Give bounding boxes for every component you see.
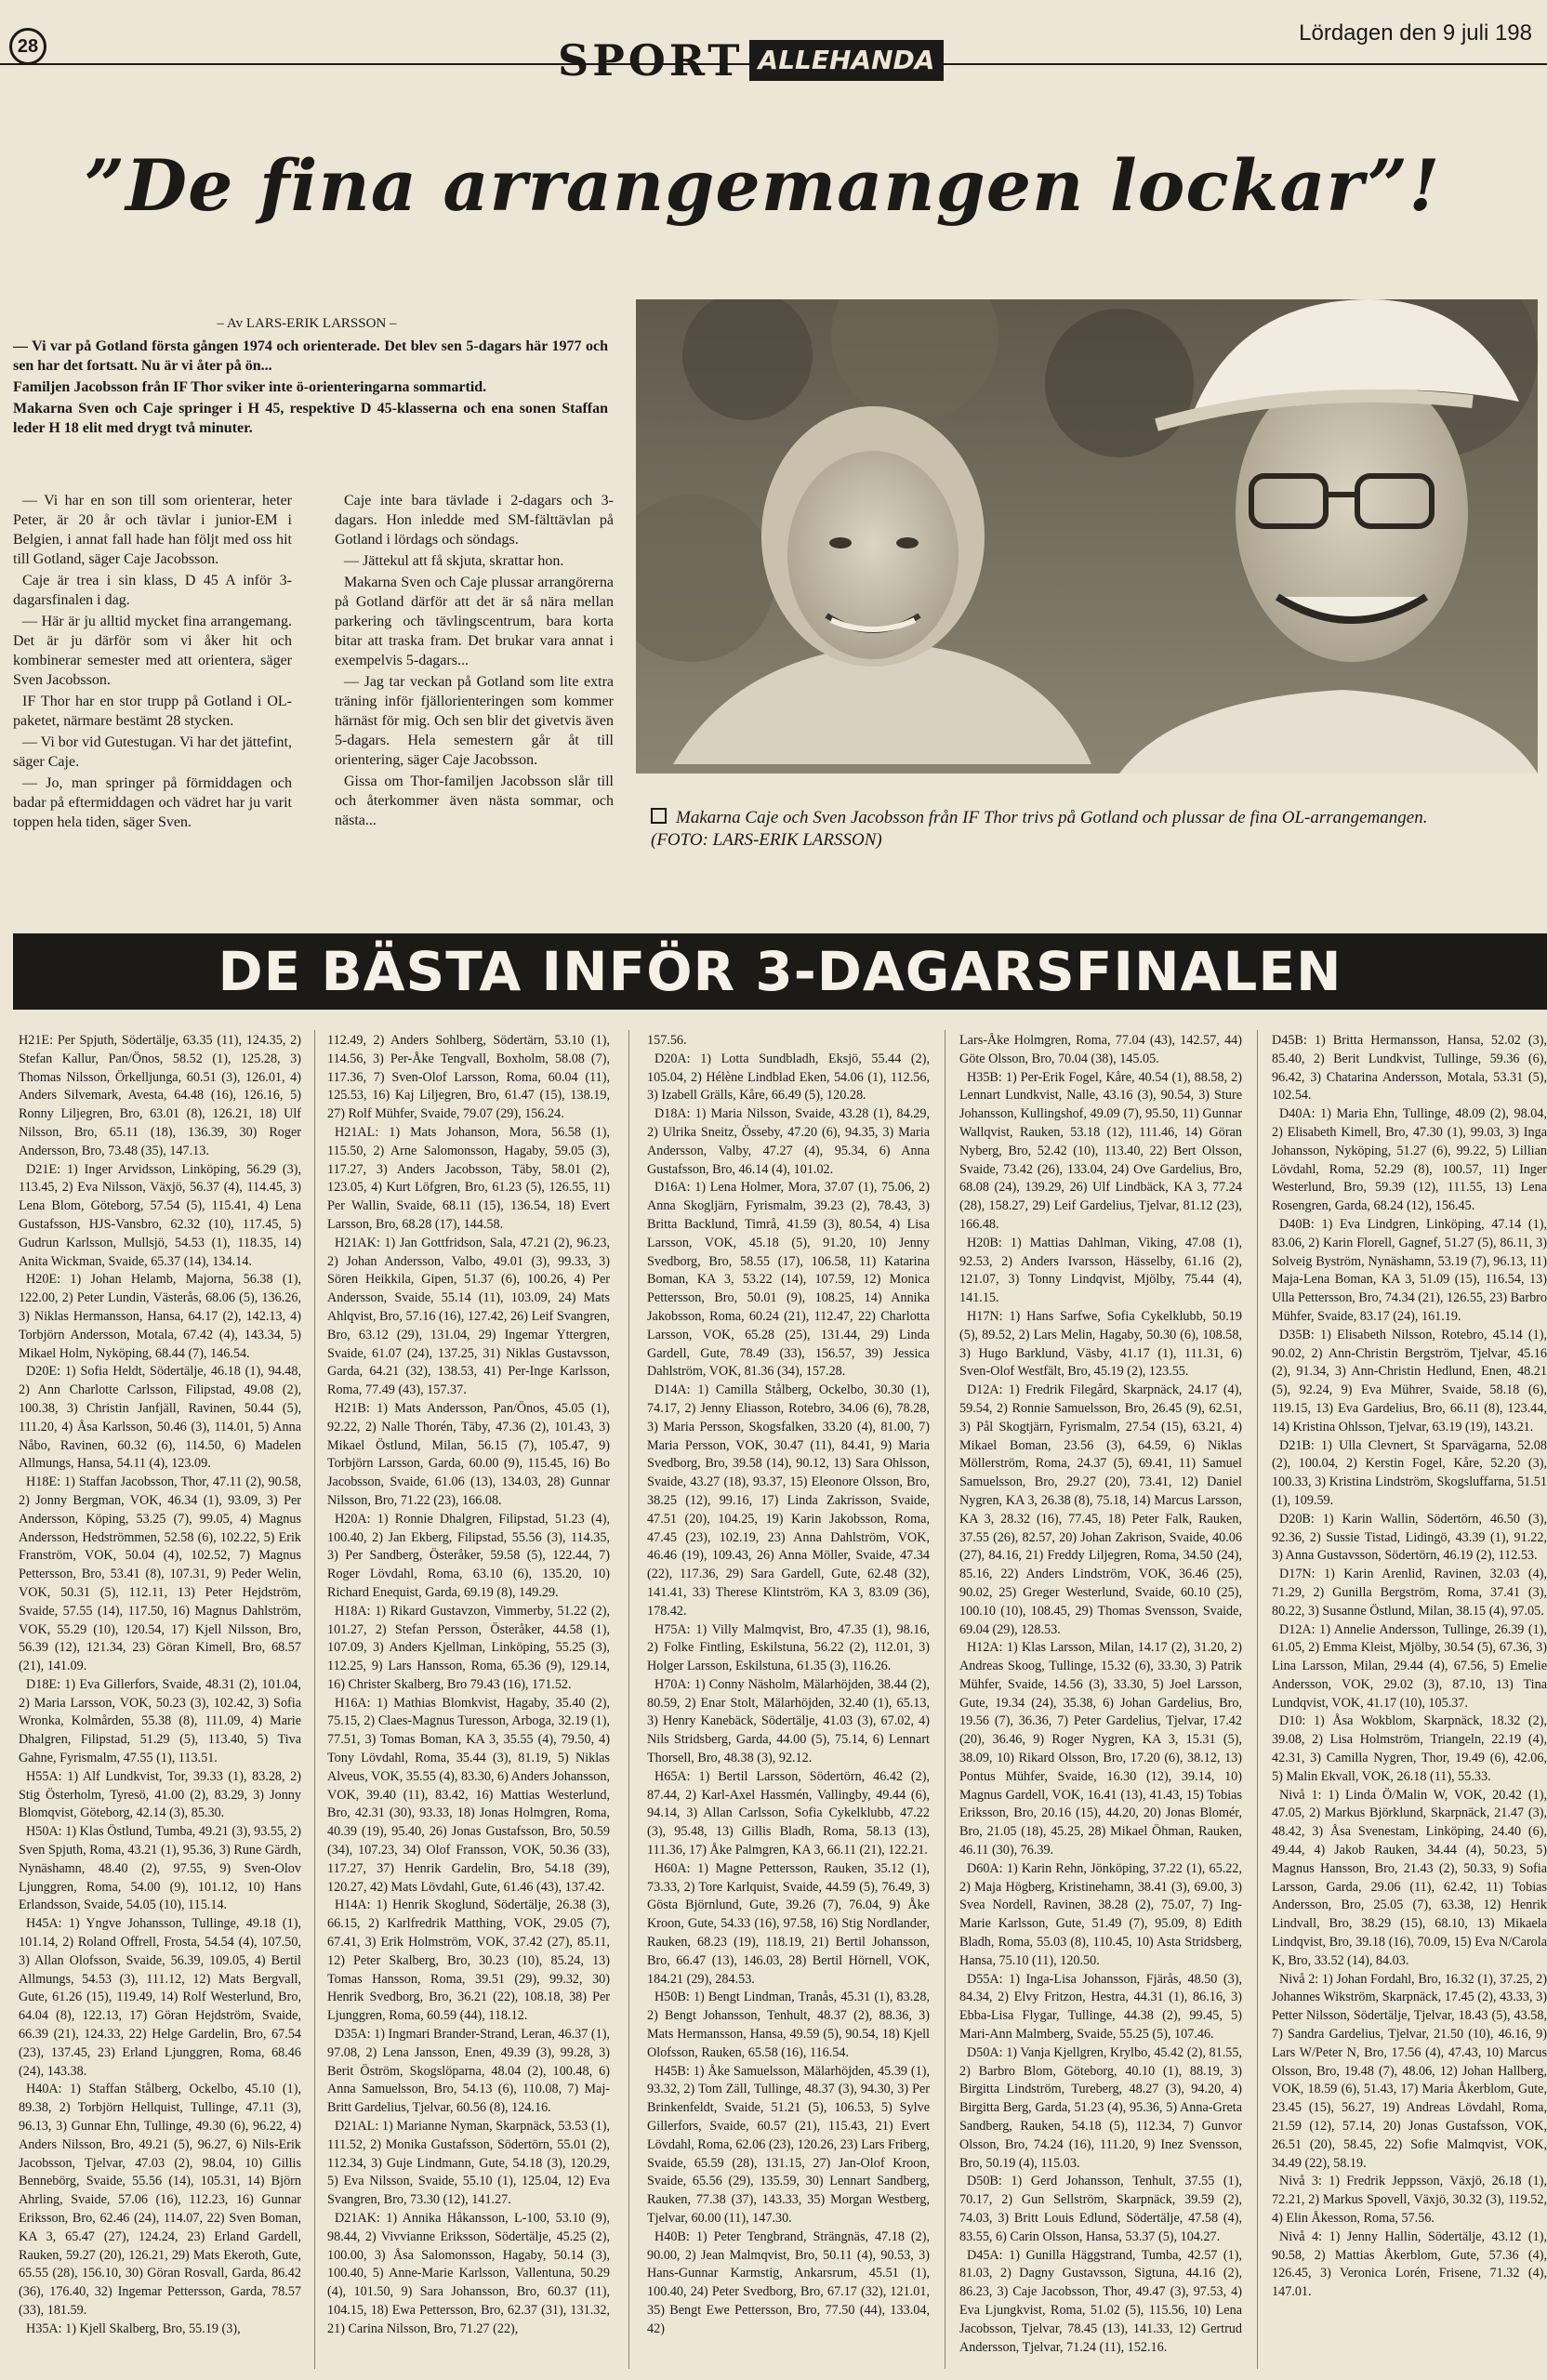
results-column-3 — [647, 1032, 930, 2371]
result-entry: D21AL: 1) Marianne Nyman, Skarpnäck, 53.53 (1), 111.52, 2) Monika Gustafsson, Södertörn, 55.01 (2), 112.34, 3) Guje Lindmann, Gute, 54.18 (3), 120.29, 5) Eva Nilsson, Svaide, 55.10 (1), 125.04, 12) Eva Svangren, Bro, 73.30 (12), 141.27. — [327, 2119, 610, 2208]
column-divider — [314, 1030, 315, 2369]
result-entry: D21B: 1) Ulla Clevnert, St Sparvägarna, 52.08 (2), 100.04, 2) Kerstin Fogel, Kåre, 52.20 (3), 100.33, 3) Kristina Lindström, Skogsluffarna, 51.51 (1), 109.59. — [1272, 1437, 1547, 1508]
article-paragraph: Caje inte bara tävlade i 2-dagars och 3-dagars. Hon inledde med SM-fälttävlan på Gotland i lördags och söndags. — [335, 493, 614, 548]
article-paragraph: Caje är trea i sin klass, D 45 A inför 3-dagarsfinalen i dag. — [13, 573, 292, 608]
result-entry: D12A: 1) Annelie Andersson, Tullinge, 26.39 (1), 61.05, 2) Emma Kleist, Mjölby, 30.54 (5), 67.36, 3) Lina Larsson, Milan, 29.44 (4), 67.56, 5) Emelie Andersson, VOK, 29.02 (3), 87.10, 13) Tina Lundqvist, VOK, 41.17 (10), 105.37. — [1272, 1621, 1547, 1711]
article-paragraph: — Här är ju alltid mycket fina arrangemang. Det är ju därför som vi åker hit och kombinerar semester med att orientera, säger Sven Jacobsson. — [13, 614, 292, 688]
result-entry: H35B: 1) Per-Erik Fogel, Kåre, 40.54 (1), 88.58, 2) Lennart Lundkvist, Nalle, 43.16 (3), 90.54, 3) Sture Johansson, Kullingshof, 49.09 (7), 95.50, 11) Gunnar Wallqvist, Rauken, 53.18 (12), 111.46, 14) Göran Nyberg, Bro, 52.42 (10), 113.40, 22) Bert Olsson, Svaide, 73.42 (26), 133.04, 24) Ove Gardelius, Bro, 68.08 (24), 139.29, 26) Ulf Lindbäck, KA 3, 77.24 (28), 158.27, 29) Leif Gardelius, Tjelvar, 81.12 (23), 166.48. — [959, 1069, 1242, 1232]
result-entry: D10: 1) Åsa Wokblom, Skarpnäck, 18.32 (2), 39.08, 2) Lisa Holmström, Triangeln, 22.19 (4), 42.31, 3) Camilla Nygren, Thor, 19.49 (6), 42.06, 5) Malin Ekvall, VOK, 26.18 (11), 55.33. — [1272, 1713, 1547, 1784]
article-photo — [636, 299, 1538, 774]
article-paragraph: — Jag tar veckan på Gotland som lite extra träning inför fjällorienteringen som kommer härnäst för mig. Och sen blir det givetvis även 5-dagars. Hela semestern går åt till orientering, säger Caje Jacobsson. — [335, 674, 614, 768]
photo-caption — [651, 807, 1525, 852]
result-entry: H20B: 1) Mattias Dahlman, Viking, 47.08 (1), 92.53, 2) Anders Ivarsson, Hässelby, 61.16 (2), 121.07, 3) Tonny Lindqvist, Mjölby, 75.44 (4), 141.15. — [959, 1235, 1242, 1306]
result-entry: D55A: 1) Inga-Lisa Johansson, Fjärås, 48.50 (3), 84.34, 2) Elvy Fritzon, Hestra, 44.31 (1), 86.16, 3) Ebba-Lisa Flygar, Tullinge, 44.38 (2), 99.45, 5) Mari-Ann Malmberg, Svaide, 55.25 (5), 107.46. — [959, 1971, 1242, 2043]
result-entry: H14A: 1) Henrik Skoglund, Södertälje, 26.38 (3), 66.15, 2) Karlfredrik Matthing, VOK, 29.05 (7), 67.41, 3) Erik Holmström, VOK, 37.42 (27), 85.11, 12) Peter Skalberg, Bro, 30.23 (10), 85.24, 13) Tomas Hansson, Roma, 39.51 (29), 99.32, 30) Henrik Svedborg, Bro, 36.21 (22), 108.18, 38) Per Ljunggren, Roma, 60.59 (44), 118.12. — [327, 1897, 610, 2024]
result-entry: H21AL: 1) Mats Johanson, Mora, 56.58 (1), 115.50, 2) Arne Salomonsson, Hagaby, 59.05 (3), 117.27, 3) Anders Jacobsson, Täby, 58.01 (2), 123.05, 4) Kurt Löfgren, Bro, 61.23 (5), 126.55, 11) Per Wallin, Svaide, 68.11 (15), 136.54, 18) Evert Larsson, Bro, 68.28 (17), 144.58. — [327, 1124, 610, 1232]
article-paragraph: Makarna Sven och Caje plussar arrangörerna på Gotland därför att det är så nära mellan parkering och tävlingscentrum, bara korta bitar att traska fram. Det brukar vara annat i exempelvis 5-dagars... — [335, 575, 614, 668]
result-entry: H12A: 1) Klas Larsson, Milan, 14.17 (2), 31.20, 2) Andreas Skoog, Tullinge, 15.32 (6), 33.30, 3) Patrik Mühfer, Svaide, 14.56 (3), 33.30, 5) Joel Larsson, Gute, 19.34 (24), 35.38, 6) Johan Gardelius, Bro, 19.56 (7), 36.36, 7) Peter Gardelius, Tjelvar, 17.42 (20), 36.46, 9) Roger Nygren, KA 3, 15.31 (5), 38.09, 10) Rikard Olsson, Bro, 17.20 (6), 38.12, 13) Pontus Mühfer, Svaide, 16.30 (12), 39.14, 10) Magnus Gardell, VOK, 16.41 (13), 41.43, 15) Tobias Eriksson, Bro, 20.16 (15), 44.20, 20) Jonas Blomér, Bro, 21.05 (18), 45.25, 28) Mikael Öhman, Rauken, 46.11 (30), 76.39. — [959, 1640, 1242, 1858]
result-entry: H50B: 1) Bengt Lindman, Tranås, 45.31 (1), 83.28, 2) Bengt Johansson, Tenhult, 48.37 (2), 88.36, 3) Mats Hermansson, Hansa, 49.59 (5), 90.54, 18) Kjell Olofsson, Rauken, 65.58 (16), 116.54. — [647, 1990, 930, 2060]
masthead — [558, 37, 944, 84]
intro-paragraph: Makarna Sven och Caje springer i H 45, respektive D 45-klasserna och ena sonen Staffan leder H 18 elit med drygt två minuter. — [13, 401, 608, 436]
results-heading: DE BÄSTA INFÖR 3-DAGARSFINALEN — [13, 933, 1547, 1010]
caption-box-icon — [651, 808, 667, 824]
result-entry: Nivå 1: 1) Linda Ö/Malin W, VOK, 20.42 (1), 47.05, 2) Markus Björklund, Skarpnäck, 21.47 (3), 48.42, 3) Åsa Svenestam, Linköping, 24.40 (6), 49.44, 4) Jakob Rauken, 34.44 (4), 50.23, 5) Magnus Hansson, Bro, 21.43 (2), 50.33, 9) Sofia Larsson, Garda, 29.06 (11), 62.42, 11) Tobias Andersson, Bro, 25.05 (7), 63.38, 12) Henrik Lindvall, Bro, 38.29 (15), 68.10, 13) Mikaela Lindqvist, Bro, 39.18 (16), 70.09, 15) Eva N/Carola K, Bro, 33.52 (14), 84.03. — [1272, 1787, 1547, 1968]
result-entry: H18E: 1) Staffan Jacobsson, Thor, 47.11 (2), 90.58, 2) Jonny Bergman, VOK, 46.34 (1), 93.09, 3) Per Andersson, Köping, 53.25 (7), 99.05, 4) Magnus Andersson, Hedströmmen, 52.58 (6), 102.22, 5) Erik Franström, VOK, 50.04 (4), 102.52, 7) Magnus Pettersson, Bro, 53.41 (8), 107.31, 9) Peder Welin, VOK, 50.31 (5), 112.11, 13) Peter Hejdström, Svaide, 57.55 (14), 117.50, 16) Magnus Dahlström, VOK, 55.29 (10), 120.54, 17) Kjell Nilsson, Bro, 56.39 (12), 121.34, 23) Göran Kimell, Bro, 68.57 (21), 141.09. — [19, 1474, 301, 1674]
result-entry: H17N: 1) Hans Sarfwe, Sofia Cykelklubb, 50.19 (5), 89.52, 2) Lars Melin, Hagaby, 50.30 (6), 108.58, 3) Hugo Barklund, Väsby, 41.17 (1), 111.31, 6) Sven-Olof Westfält, Bro, 45.19 (2), 123.55. — [959, 1308, 1242, 1380]
result-entry: Nivå 4: 1) Jenny Hallin, Södertälje, 43.12 (1), 90.58, 2) Mattias Åkerblom, Gute, 57.36 (4), 126.45, 3) Veronica Lorén, Frisene, 71.32 (4), 147.01. — [1272, 2228, 1547, 2300]
result-entry: H35A: 1) Kjell Skalberg, Bro, 55.19 (3), — [26, 2320, 241, 2336]
result-entry: D40B: 1) Eva Lindgren, Linköping, 47.14 (1), 83.06, 2) Karin Florell, Gagnef, 51.27 (5), 86.11, 3) Solveig Byström, Nynäshamn, 53.19 (7), 96.13, 11) Maja-Lena Boman, KA 3, 51.09 (15), 116.54, 13) Ulla Pettersson, Bro, 74.34 (21), 126.55, 23) Barbro Mühfer, Svaide, 83.17 (24), 161.19. — [1272, 1216, 1547, 1324]
result-entry: D50B: 1) Gerd Johansson, Tenhult, 37.55 (1), 70.17, 2) Gun Sellström, Skarpnäck, 39.59 (2), 74.03, 3) Britt Louis Edlund, Södertälje, 47.58 (4), 83.55, 6) Carin Olsson, Hansa, 53.37 (5), 104.27. — [959, 2174, 1242, 2244]
article-byline: – Av LARS-ERIK LARSSON – — [217, 316, 397, 331]
result-entry: H50A: 1) Klas Östlund, Tumba, 49.21 (3), 93.55, 2) Sven Spjuth, Roma, 43.21 (1), 95.36, 3) Rune Gärdh, Nynäshamn, 48.40 (2), 97.55, 9) Sven-Olov Ljunggren, Roma, 54.00 (9), 101.12, 10) Hans Erlandsson, Svaide, 54.05 (10), 115.14. — [19, 1824, 301, 1913]
article-paragraph: — Vi bor vid Gutestugan. Vi har det jättefint, säger Caje. — [13, 734, 292, 770]
column-divider — [1257, 1030, 1258, 2369]
result-entry: D20A: 1) Lotta Sundbladh, Eksjö, 55.44 (2), 105.04, 2) Hélène Lindblad Eken, 54.06 (1), 112.56, 3) Izabell Grälls, Kåre, 66.49 (5), 120.28. — [647, 1051, 930, 1104]
column-divider — [628, 1030, 629, 2369]
result-entry: D14A: 1) Camilla Stålberg, Ockelbo, 30.30 (1), 74.17, 2) Jenny Eliasson, Rotebro, 34.06 (6), 78.28, 3) Maria Persson, Skogsfalken, 33.20 (4), 81.00, 7) Maria Persson, VOK, 30.47 (11), 84.41, 9) Maria Svedborg, Bro, 39.58 (14), 90.12, 13) Sara Ohlsson, Svaide, 43.27 (18), 93.37, 15) Eleonore Olsson, Bro, 38.25 (12), 99.16, 17) Linda Zakrisson, Svaide, 47.51 (20), 104.25, 19) Karin Jakobsson, Roma, 47.45 (23), 102.19, 23) Anna Dahlström, VOK, 46.46 (19), 109.43, 26) Anna Möller, Svaide, 47.34 (22), 117.36, 29) Sara Gardell, Gute, 62.48 (32), 141.41, 33) Therese Klintström, KA 3, 83.09 (36), 178.42. — [647, 1382, 930, 1619]
result-entry: Nivå 3: 1) Fredrik Jeppsson, Växjö, 26.18 (1), 72.21, 2) Markus Spovell, Växjö, 30.32 (3), 119.52, 4) Elin Åkesson, Roma, 57.56. — [1272, 2174, 1547, 2226]
result-entry: H20E: 1) Johan Helamb, Majorna, 56.38 (1), 122.00, 2) Peter Lundin, Västerås, 68.06 (5), 136.26, 3) Niklas Hermansson, Hansa, 64.17 (2), 142.13, 4) Torbjörn Andersson, Motala, 67.42 (4), 143.34, 5) Mikael Holm, Nyköping, 68.44 (7), 146.54. — [19, 1272, 301, 1361]
result-entry: 157.56. — [647, 1033, 687, 1048]
article-paragraph: — Jättekul att få skjuta, skrattar hon. — [344, 553, 564, 569]
result-entry: H40B: 1) Peter Tengbrand, Strängnäs, 47.18 (2), 90.00, 2) Jean Malmqvist, Bro, 50.11 (4), 90.53, 3) Hans-Gunnar Karmstig, Ankarsrum, 45.51 (1), 100.40, 24) Peter Svedborg, Bro, 67.17 (32), 121.01, 35) Bengt Ewe Pettersson, Bro, 77.50 (44), 133.04, 42) — [647, 2228, 930, 2336]
result-entry: H45A: 1) Yngve Johansson, Tullinge, 49.18 (1), 101.14, 2) Roland Offrell, Frosta, 54.54 (4), 107.50, 3) Allan Olofsson, Svaide, 56.39, 109.05, 4) Bertil Allmungs, 54.53 (3), 111.12, 12) Mats Bergvall, Gute, 61.26 (15), 119.49, 14) Rolf Westerlund, Bro, 64.04 (8), 122.13, 17) Göran Hejdström, Svaide, 66.39 (21), 124.33, 22) Helge Gardelin, Bro, 67.54 (23), 137.45, 23) Erland Ljunggren, Roma, 68.46 (24), 143.38. — [19, 1916, 301, 2079]
article-column-2 — [335, 491, 614, 832]
article-intro — [13, 337, 608, 440]
result-entry: H70A: 1) Conny Näsholm, Mälarhöjden, 38.44 (2), 80.59, 2) Enar Stolt, Mälarhöjden, 32.40 (1), 65.13, 3) Henry Kanebäck, Södertälje, 41.03 (3), 67.02, 4) Nils Stridsberg, Garda, 44.00 (5), 75.14, 6) Lennart Thorsell, Bro, 48.38 (3), 92.12. — [647, 1676, 930, 1766]
intro-paragraph: — Vi var på Gotland första gången 1974 och orienterade. Det blev sen 5-dagars här 1977 och sen har det fortsatt. Nu är vi åter på ön... — [13, 338, 608, 374]
dateline: Lördagen den 9 juli 198 — [1299, 20, 1532, 46]
results-column-2 — [327, 1032, 610, 2371]
caption-text: Makarna Caje och Sven Jacobsson från IF Thor trivs på Gotland och plussar de fina OL-arrangemangen. — [676, 808, 1428, 827]
article-paragraph: IF Thor har en stor trupp på Gotland i OL-paketet, närmare bestämt 28 stycken. — [13, 694, 292, 729]
result-entry: H55A: 1) Alf Lundkvist, Tor, 39.33 (1), 83.28, 2) Stig Österholm, Tyresö, 41.00 (2), 83.29, 3) Jonny Blomqvist, Göteborg, 42.14 (3), 85.30. — [19, 1768, 301, 1821]
result-entry: D45A: 1) Gunilla Häggstrand, Tumba, 42.57 (1), 81.03, 2) Dagny Gustavsson, Sigtuna, 44.16 (2), 86.23, 3) Caje Jacobsson, Thor, 49.47 (3), 97.53, 4) Eva Ljungkvist, Roma, 51.02 (5), 115.56, 10) Lena Jacobsson, Tjelvar, 78.45 (13), 141.33, 12) Gertrud Andersson, Tjelvar, 71.24 (11), 152.16. — [959, 2247, 1242, 2355]
photo-illustration — [636, 299, 1538, 774]
result-entry: H21E: Per Spjuth, Södertälje, 63.35 (11), 124.35, 2) Stefan Kallur, Pan/Önos, 58.52 (1), 125.28, 3) Thomas Nilsson, Örkelljunga, 60.51 (3), 126.01, 4) Anders Silvemark, Avesta, 64.48 (16), 126.16, 5) Ronny Liljegren, Bro, 63.01 (8), 126.21, 18) Ulf Nilsson, Bro, 65.11 (18), 136.39, 30) Roger Andersson, Bro, 73.48 (35), 147.13. — [19, 1033, 301, 1158]
article-column-1 — [13, 491, 292, 834]
result-entry: H21B: 1) Mats Andersson, Pan/Önos, 45.05 (1), 92.22, 2) Nalle Thorén, Täby, 47.36 (2), 101.43, 3) Mikael Östlund, Milan, 56.15 (7), 105.47, 9) Torbjörn Larsson, Garda, 60.00 (9), 115.45, 16) Bo Jacobsson, Svaide, 61.06 (13), 134.03, 28) Gunnar Nilsson, Bro, 71.22 (23), 166.08. — [327, 1400, 610, 1508]
result-entry: Nivå 2: 1) Johan Fordahl, Bro, 16.32 (1), 37.25, 2) Johannes Wikström, Skarpnäck, 17.45 (2), 43.33, 3) Petter Nilsson, Södertälje, Tjelvar, 18.43 (5), 43.58, 7) Sandra Gardelius, Tjelvar, 21.50 (10), 46.16, 9) Lars W/Peter N, Bro, 17.56 (4), 47.43, 10) Marcus Olsson, Bro, 19.48 (7), 48.06, 12) Johan Hallberg, VOK, 18.59 (6), 51.43, 17) Maria Åkerblom, Gute, 23.45 (15), 56.27, 19) Andreas Lövdahl, Roma, 21.59 (12), 57.14, 20) Jonas Gustafsson, VOK, 26.51 (20), 58.45, 22) Sofie Malmqvist, VOK, 34.49 (22), 58.19. — [1272, 1971, 1547, 2171]
article-paragraph: Gissa om Thor-familjen Jacobsson slår till och återkommer även nästa sommar, och nästa... — [335, 774, 614, 828]
result-entry: D50A: 1) Vanja Kjellgren, Krylbo, 45.42 (2), 81.55, 2) Barbro Blom, Göteborg, 40.10 (1), 88.19, 3) Birgitta Lindström, Tureberg, 48.27 (3), 94.20, 4) Birgitta Berg, Garda, 51.23 (4), 95.36, 5) Anna-Greta Sandberg, Rauken, 54.18 (5), 112.34, 7) Gunvor Olsson, Bro, 74.24 (16), 111.20, 9) Inez Svensson, Bro, 50.19 (4), 115.03. — [959, 2044, 1242, 2171]
page-number: 28 — [9, 28, 46, 65]
result-entry: D60A: 1) Karin Rehn, Jönköping, 37.22 (1), 65.22, 2) Maja Högberg, Kristinehamn, 38.41 (3), 69.00, 3) Svea Nordell, Ravinen, 38.28 (2), 75.07, 7) Ing-Marie Karlsson, Gute, 51.49 (7), 95.09, 8) Edith Bladh, Roma, 55.03 (8), 110.45, 10) Asta Stridsberg, Hansa, 75.10 (11), 120.50. — [959, 1860, 1242, 1968]
result-entry: D18A: 1) Maria Nilsson, Svaide, 43.28 (1), 84.29, 2) Ulrika Sneitz, Össeby, 47.20 (6), 94.35, 3) Maria Andersson, Valby, 47.27 (4), 95.34, 6) Anna Gustafsson, Bro, 46.14 (4), 101.02. — [647, 1106, 930, 1177]
result-entry: H40A: 1) Staffan Stålberg, Ockelbo, 45.10 (1), 89.38, 2) Torbjörn Hellquist, Tullinge, 47.11 (3), 96.13, 3) Gunnar Ehn, Tullinge, 49.30 (6), 96.22, 4) Anders Nilsson, Bro, 49.21 (5), 96.27, 6) Nils-Erik Jacobsson, Tjelvar, 47.03 (2), 98.04, 10) Gillis Bennebörg, Svaide, 55.56 (14), 105.31, 14) Björn Ahrling, Svaide, 57.06 (16), 112.23, 16) Gunnar Eriksson, Bro, 62.46 (24), 114.07, 22) Sven Boman, KA 3, 65.47 (27), 124.24, 23) Erland Gardell, Rauken, 59.27 (20), 126.21, 29) Mats Ekeroth, Gute, 65.55 (28), 156.10, 30) Göran Rosvall, Garda, 86.42 (36), 176.40, 32) Ingemar Pettersson, Garda, 78.57 (33), 181.59. — [19, 2082, 301, 2318]
result-entry: H16A: 1) Mathias Blomkvist, Hagaby, 35.40 (2), 75.15, 2) Claes-Magnus Turesson, Arboga, 32.19 (1), 77.51, 3) Tomas Boman, KA 3, 35.55 (4), 79.50, 4) Tony Lövdahl, Roma, 35.44 (3), 81.19, 5) Niklas Alveus, VOK, 35.55 (4), 83.30, 6) Anders Johansson, VOK, 39.40 (11), 83.42, 16) Mattias Westerlund, Bro, 42.31 (30), 93.33, 18) Jonas Holmgren, Roma, 40.39 (19), 95.40, 26) Jonas Gustafsson, Bro, 50.59 (34), 107.23, 34) Olof Fransson, VOK, 50.36 (33), 117.27, 37) Henrik Gardelin, Bro, 54.18 (39), 120.27, 42) Mats Lövdahl, Gute, 61.46 (43), 137.42. — [327, 1695, 610, 1895]
result-entry: H65A: 1) Bertil Larsson, Södertörn, 46.42 (2), 87.44, 2) Karl-Axel Hassmén, Vallingby, 49.44 (6), 94.14, 3) Allan Carlsson, Sofia Cykelklubb, 47.22 (3), 95.48, 13) Gillis Bladh, Roma, 58.13 (13), 111.36, 17) Åke Palmgren, KA 3, 66.11 (21), 122.21. — [647, 1768, 930, 1858]
article-headline: ”De fina arrangemangen lockar”! — [84, 144, 1441, 227]
article-paragraph: — Vi har en son till som orienterar, heter Peter, är 20 år och tävlar i junior-EM i Belgien, i annat fall hade han följt med oss hit till Gotland, säger Caje Jacobsson. — [13, 493, 292, 567]
result-entry: H20A: 1) Ronnie Dhalgren, Filipstad, 51.23 (4), 100.40, 2) Jan Ekberg, Filipstad, 55.56 (3), 114.35, 3) Per Sandberg, Österåker, 59.58 (5), 122.44, 7) Roger Lövdahl, Roma, 63.10 (6), 135.20, 10) Richard Enequist, Garda, 69.19 (8), 149.29. — [327, 1511, 610, 1600]
article-paragraph: — Jo, man springer på förmiddagen och badar på eftermiddagen och vädret har ju varit toppen hela tiden, säger Sven. — [13, 775, 292, 830]
result-entry: D20E: 1) Sofia Heldt, Södertälje, 46.18 (1), 94.48, 2) Ann Charlotte Carlsson, Filipstad, 49.08 (2), 100.38, 3) Christin Janfjäll, Ravinen, 50.44 (5), 111.20, 4) Åsa Karlsson, 50.46 (3), 114.01, 5) Anna Nåbo, Ravinen, 60.32 (6), 114.50, 6) Madelen Allmungs, Hansa, 54.11 (4), 123.09. — [19, 1364, 301, 1472]
result-entry: D35A: 1) Ingmari Brander-Strand, Leran, 46.37 (1), 97.08, 2) Lena Jansson, Enen, 49.39 (3), 99.28, 3) Berit Öström, Skogslöparna, 48.04 (2), 100.48, 6) Anna Samuelsson, Bro, 54.13 (6), 110.08, 7) Maj-Britt Gardelius, Tjelvar, 60.56 (8), 124.16. — [327, 2027, 610, 2116]
masthead-title: SPORT — [558, 35, 744, 86]
result-entry: D16A: 1) Lena Holmer, Mora, 37.07 (1), 75.06, 2) Anna Skogljärn, Fyrismalm, 39.23 (2), 78.43, 3) Britta Backlund, Timrå, 41.59 (3), 80.54, 4) Lisa Larsson, VOK, 45.18 (5), 91.20, 10) Jenny Svedborg, Bro, 58.55 (17), 106.58, 11) Katarina Boman, KA 3, 53.22 (14), 107.59, 12) Monica Pettersson, Bro, 50.01 (9), 108.25, 14) Annika Jakobsson, Roma, 60.24 (21), 112.47, 22) Charlotta Larsson, VOK, 65.28 (25), 131.44, 29) Linda Gardell, Gute, 78.49 (33), 156.57, 39) Jessica Dahlström, VOK, 81.36 (34), 157.28. — [647, 1180, 930, 1380]
result-entry: D12A: 1) Fredrik Filegård, Skarpnäck, 24.17 (4), 59.54, 2) Ronnie Samuelsson, Bro, 26.45 (9), 62.51, 3) Pål Skogtjärn, Fyrismalm, 27.54 (15), 63.21, 4) Mikael Boman, 23.56 (3), 64.59, 6) Niklas Möllerström, Roma, 24.37 (5), 69.41, 11) Samuel Samuelsson, Bro, 29.27 (20), 73.41, 12) Daniel Nygren, KA 3, 26.38 (8), 75.18, 14) Marcus Larsson, KA 3, 28.32 (16), 77.45, 18) Peter Falk, Rauken, 37.55 (26), 82.57, 20) Johan Zakrison, Svaide, 40.06 (27), 84.16, 21) Freddy Liljegren, Roma, 34.50 (24), 85.16, 22) Anders Lindström, VOK, 36.46 (25), 90.02, 25) Greger Westerlund, Svaide, 60.10 (25), 100.10 (10), 108.45, 29) Thomas Svensson, Svaide, 69.04 (29), 128.53. — [959, 1382, 1242, 1637]
results-column-4 — [959, 1032, 1242, 2371]
results-column-5 — [1272, 1032, 1547, 2371]
result-entry: H60A: 1) Magne Pettersson, Rauken, 35.12 (1), 73.33, 2) Tore Karlquist, Svaide, 44.59 (5), 76.49, 3) Gösta Björnlund, Gute, 39.26 (7), 76.04, 9) Åke Kroon, Gute, 54.33 (16), 97.58, 16) Stig Nordlander, Rauken, 68.23 (19), 118.19, 21) Bertil Johansson, Bro, 66.47 (13), 146.03, 28) Bertil Hörnell, VOK, 184.21 (29), 284.53. — [647, 1860, 930, 1987]
result-entry: H45B: 1) Åke Samuelsson, Mälarhöjden, 45.39 (1), 93.32, 2) Tom Zäll, Tullinge, 48.37 (3), 94.30, 3) Per Brinkenfeldt, Svaide, 51.21 (5), 106.53, 5) Sylve Gillerfors, Svaide, 60.57 (21), 115.43, 21) Evert Lövdahl, Roma, 62.06 (23), 120.26, 23) Lars Friberg, Svaide, 65.59 (28), 131.15, 27) Jan-Olof Kroon, Svaide, 65.56 (29), 135.59, 30) Lennart Sandberg, Rauken, 77.38 (37), 143.33, 35) Morgan Westberg, Tjelvar, 60.00 (11), 147.30. — [647, 2063, 930, 2226]
result-entry: D18E: 1) Eva Gillerfors, Svaide, 48.31 (2), 101.04, 2) Maria Larsson, VOK, 50.23 (3), 102.42, 3) Sofia Wronka, Kolmården, 55.38 (8), 111.09, 4) Marie Dhalgren, Filipstad, 51.29 (5), 113.40, 5) Tiva Gahne, Fyrismalm, 47.55 (1), 113.51. — [19, 1676, 301, 1766]
result-entry: H75A: 1) Villy Malmqvist, Bro, 47.35 (1), 98.16, 2) Folke Fintling, Eskilstuna, 56.22 (2), 112.01, 3) Holger Larsson, Eskilstuna, 61.35 (3), 116.26. — [647, 1621, 930, 1674]
result-entry: D21E: 1) Inger Arvidsson, Linköping, 56.29 (3), 113.45, 2) Eva Nilsson, Växjö, 56.37 (4), 114.45, 3) Lena Blom, Göteborg, 57.54 (5), 115.41, 4) Lena Gustafsson, HJS-Vansbro, 62.32 (10), 117.45, 5) Gudrun Karlsson, Mullsjö, 54.53 (1), 118.35, 14) Anita Wickman, Svaide, 65.37 (14), 134.14. — [19, 1161, 301, 1269]
result-entry: D35B: 1) Elisabeth Nilsson, Rotebro, 45.14 (1), 90.02, 2) Ann-Christin Bergström, Tjelvar, 45.16 (2), 91.34, 3) Ann-Christin Hedlund, Enen, 48.21 (5), 92.24, 9) Eva Mührer, Svaide, 58.18 (6), 119.15, 13) Eva Gardelius, Bro, 66.11 (8), 123.44, 14) Kristina Ohlsson, Tjelvar, 63.19 (19), 143.21. — [1272, 1327, 1547, 1435]
result-entry: D20B: 1) Karin Wallin, Södertörn, 46.50 (3), 92.36, 2) Sussie Tistad, Lidingö, 43.39 (1), 91.22, 3) Anna Gustavsson, Södertörn, 46.19 (2), 112.53. — [1272, 1511, 1547, 1564]
photo-credit: (FOTO: LARS-ERIK LARSSON) — [651, 830, 882, 850]
result-entry: H18A: 1) Rikard Gustavzon, Vimmerby, 51.22 (2), 101.27, 2) Stefan Persson, Österåker, 44.58 (1), 107.09, 3) Anders Kjellman, Linköping, 55.25 (3), 112.25, 9) Lars Hansson, Roma, 65.36 (9), 129.14, 16) Christer Skalberg, Bro 79.43 (16), 171.52. — [327, 1603, 610, 1692]
result-entry: D21AK: 1) Annika Håkansson, L-100, 53.10 (9), 98.44, 2) Vivvianne Eriksson, Södertälje, 45.25 (2), 100.00, 3) Åsa Salomonsson, Hagaby, 50.14 (3), 100.40, 5) Anne-Marie Karlsson, Vallentuna, 50.29 (4), 101.50, 9) Sara Johansson, Bro, 60.37 (11), 104.15, 18) Ewa Pettersson, Bro, 62.37 (31), 131.32, 21) Carina Nilsson, Bro, 71.27 (22), — [327, 2211, 610, 2336]
result-entry: H21AK: 1) Jan Gottfridson, Sala, 47.21 (2), 96.23, 2) Johan Andersson, Valbo, 49.01 (3), 99.33, 3) Sören Heikkila, Gipen, 51.37 (6), 100.26, 4) Per Andersson, Svaide, 55.14 (11), 103.09, 24) Mats Ahlqvist, Bro, 57.16 (16), 127.42, 26) Leif Svangren, Bro, 63.12 (29), 131.04, 29) Ingemar Yttergren, Svaide, 61.07 (24), 137.25, 31) Niklas Gustavsson, Garda, 64.21 (32), 138.53, 41) Per-Inge Karlsson, Roma, 77.49 (43), 157.37. — [327, 1235, 610, 1398]
intro-paragraph: Familjen Jacobsson från IF Thor sviker inte ö-orienteringarna sommartid. — [13, 379, 487, 395]
result-entry: Lars-Åke Holmgren, Roma, 77.04 (43), 142.57, 44) Göte Olsson, Bro, 70.04 (38), 145.05. — [959, 1033, 1242, 1066]
masthead-logo: ALLEHANDA — [749, 40, 945, 81]
result-entry: D45B: 1) Britta Hermansson, Hansa, 52.02 (3), 85.40, 2) Berit Lundkvist, Tullinge, 59.36 (6), 96.42, 3) Chatarina Andersson, Motala, 53.31 (5), 102.54. — [1272, 1033, 1547, 1104]
results-column-1 — [19, 1032, 301, 2371]
result-entry: D17N: 1) Karin Arenlid, Ravinen, 32.03 (4), 71.29, 2) Gunilla Bergström, Roma, 37.41 (3), 80.22, 3) Susanne Östlund, Milan, 38.15 (4), 97.05. — [1272, 1567, 1547, 1619]
result-entry: D40A: 1) Maria Ehn, Tullinge, 48.09 (2), 98.04, 2) Elisabeth Kimell, Bro, 47.30 (1), 99.03, 3) Inga Johansson, Nyköping, 51.27 (6), 99.22, 5) Lillian Lövdahl, Roma, 52.29 (8), 100.57, 11) Inger Westerlund, Bro, 59.39 (12), 111.55, 13) Lena Rosengren, Garda, 68.24 (12), 156.45. — [1272, 1106, 1547, 1214]
result-entry: 112.49, 2) Anders Sohlberg, Södertärn, 53.10 (1), 114.56, 3) Per-Åke Tengvall, Boxholm, 58.08 (7), 117.36, 7) Sven-Olof Larsson, Roma, 60.04 (11), 125.53, 16) Kaj Liljegren, Bro, 61.47 (15), 138.19, 27) Rolf Mühfer, Svaide, 79.07 (29), 156.24. — [327, 1033, 610, 1122]
